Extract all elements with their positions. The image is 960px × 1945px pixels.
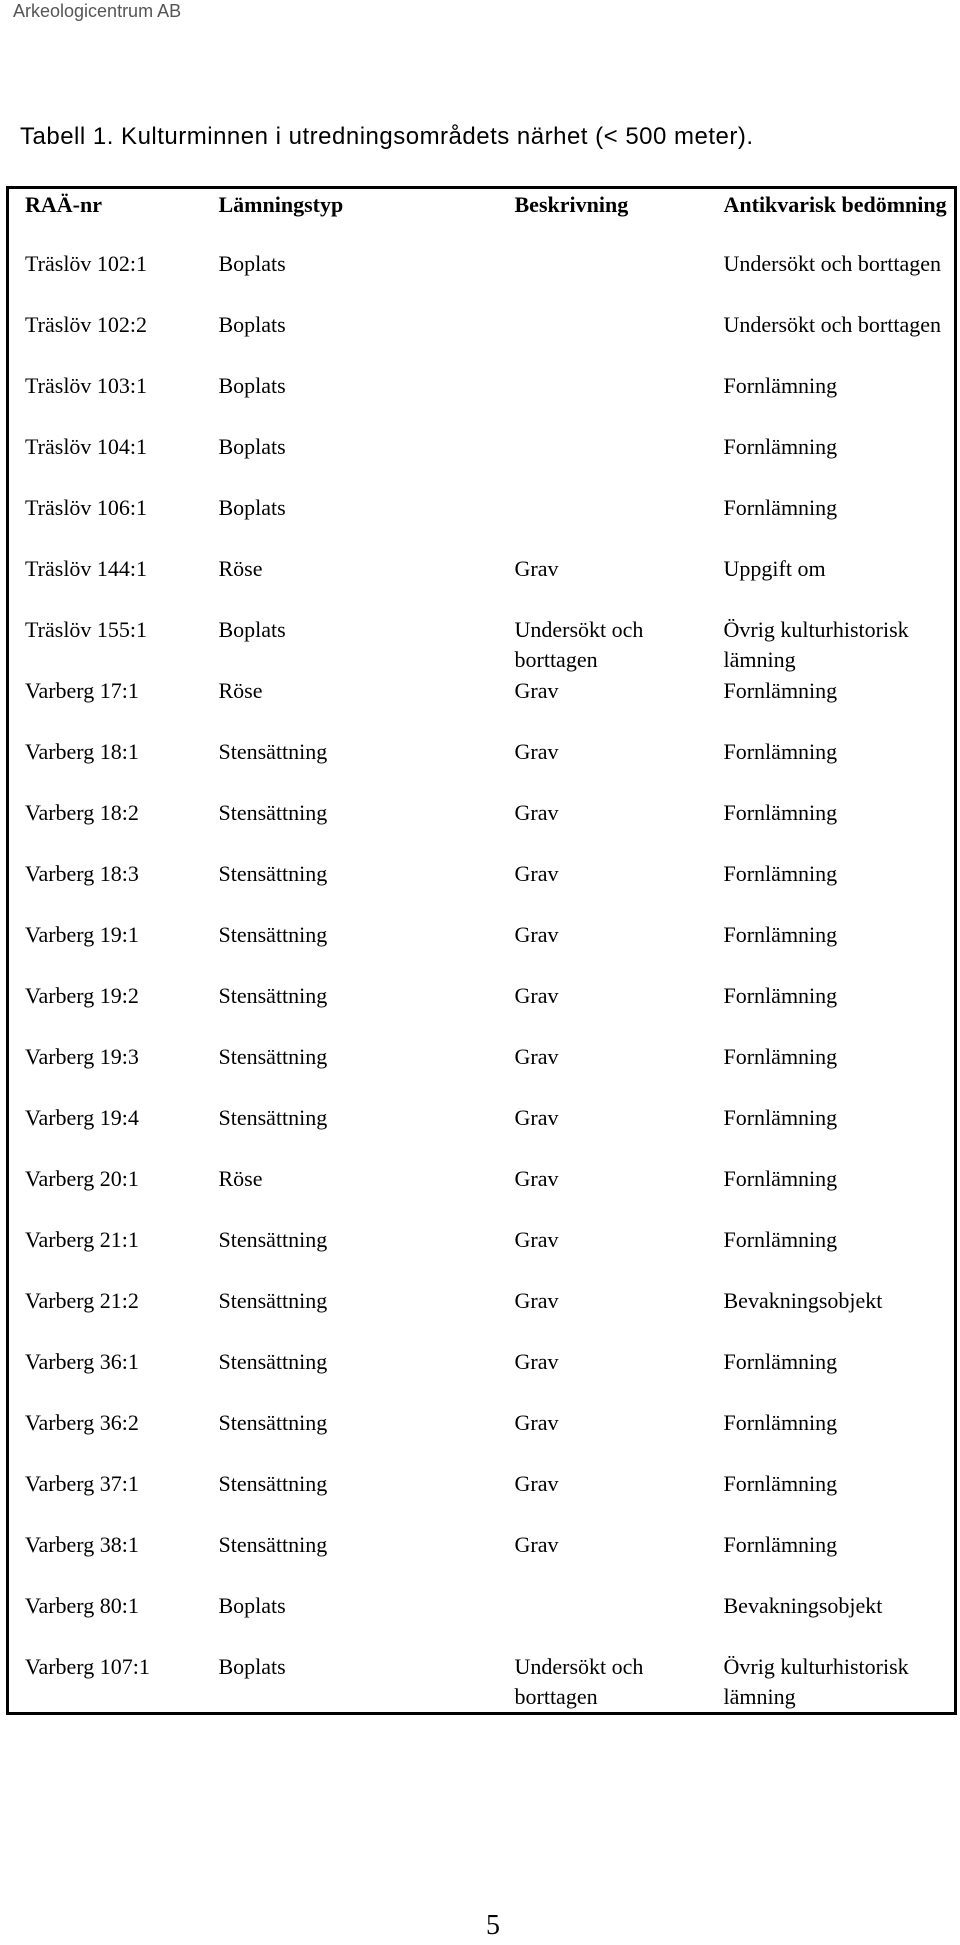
column-header-beskrivning: Beskrivning bbox=[514, 192, 629, 217]
table-row bbox=[8, 1285, 956, 1346]
cell-lamningstyp: Stensättning bbox=[218, 799, 328, 825]
cell-raa-nr: Varberg 20:1 bbox=[25, 1165, 139, 1191]
cell-lamningstyp: Stensättning bbox=[218, 1104, 328, 1130]
cell-raa-nr: Varberg 19:1 bbox=[25, 921, 139, 947]
cell-antikvarisk-bedomning: Fornlämning bbox=[723, 921, 838, 947]
cell-beskrivning bbox=[515, 309, 724, 370]
table-row bbox=[8, 431, 956, 492]
cell-raa-nr: Varberg 17:1 bbox=[25, 677, 139, 703]
table-row bbox=[8, 1529, 956, 1590]
table-row bbox=[8, 858, 956, 919]
cell-raa-nr: Träslöv 155:1 bbox=[25, 616, 148, 642]
cell-raa-nr: Varberg 18:2 bbox=[25, 799, 139, 825]
column-header-raa-nr: RAÄ-nr bbox=[25, 192, 102, 217]
cell-raa-nr: Varberg 18:3 bbox=[25, 860, 139, 886]
table-row bbox=[8, 736, 956, 797]
page-number: 5 bbox=[486, 1910, 500, 1941]
cell-raa-nr: Varberg 19:4 bbox=[25, 1104, 139, 1130]
cell-antikvarisk-bedomning: Bevakningsobjekt bbox=[723, 1287, 883, 1313]
cell-beskrivning bbox=[515, 248, 724, 309]
table-row bbox=[8, 919, 956, 980]
cell-beskrivning: Grav bbox=[514, 1531, 559, 1557]
cell-raa-nr: Varberg 37:1 bbox=[25, 1470, 139, 1496]
cell-antikvarisk-bedomning: Fornlämning bbox=[723, 1226, 838, 1252]
cell-beskrivning bbox=[515, 431, 724, 492]
cell-beskrivning: Grav bbox=[514, 1470, 559, 1496]
cell-lamningstyp: Stensättning bbox=[218, 1287, 328, 1313]
cell-beskrivning: Grav bbox=[514, 1226, 559, 1252]
cell-lamningstyp: Stensättning bbox=[218, 860, 328, 886]
cell-antikvarisk-bedomning: Fornlämning bbox=[723, 1409, 838, 1435]
table-row bbox=[8, 1346, 956, 1407]
column-header-lamningstyp: Lämningstyp bbox=[218, 192, 344, 217]
cell-raa-nr: Träslöv 104:1 bbox=[25, 433, 148, 459]
table-row bbox=[8, 1041, 956, 1102]
cell-lamningstyp: Boplats bbox=[218, 250, 286, 276]
cell-antikvarisk-bedomning: Övrig kulturhistorisk lämning bbox=[723, 1653, 909, 1709]
cell-beskrivning: Grav bbox=[514, 982, 559, 1008]
table-row bbox=[8, 675, 956, 736]
cell-antikvarisk-bedomning: Övrig kulturhistorisk lämning bbox=[723, 616, 909, 672]
cell-raa-nr: Träslöv 102:2 bbox=[25, 311, 148, 337]
cell-antikvarisk-bedomning: Fornlämning bbox=[723, 1165, 838, 1191]
table-row bbox=[8, 248, 956, 309]
cell-lamningstyp: Boplats bbox=[218, 433, 286, 459]
cell-raa-nr: Träslöv 106:1 bbox=[25, 494, 148, 520]
cell-beskrivning: Grav bbox=[514, 799, 559, 825]
cell-lamningstyp: Stensättning bbox=[218, 1409, 328, 1435]
table-row bbox=[8, 1651, 956, 1714]
cell-lamningstyp: Boplats bbox=[218, 1653, 286, 1679]
cell-lamningstyp: Röse bbox=[218, 555, 263, 581]
cell-antikvarisk-bedomning: Uppgift om bbox=[723, 555, 826, 581]
cell-raa-nr: Varberg 21:1 bbox=[25, 1226, 139, 1252]
cell-raa-nr: Träslöv 144:1 bbox=[25, 555, 148, 581]
cell-raa-nr: Varberg 21:2 bbox=[25, 1287, 139, 1313]
document-header: Arkeologicentrum AB bbox=[13, 1, 182, 21]
cell-beskrivning: Undersökt och borttagen bbox=[514, 616, 644, 672]
cell-raa-nr: Varberg 36:2 bbox=[25, 1409, 139, 1435]
cell-beskrivning: Grav bbox=[514, 1104, 559, 1130]
cell-antikvarisk-bedomning: Fornlämning bbox=[723, 677, 838, 703]
cell-raa-nr: Varberg 36:1 bbox=[25, 1348, 139, 1374]
cell-antikvarisk-bedomning: Fornlämning bbox=[723, 1043, 838, 1069]
cell-lamningstyp: Boplats bbox=[218, 372, 286, 398]
cell-antikvarisk-bedomning: Fornlämning bbox=[723, 1104, 838, 1130]
cell-beskrivning: Grav bbox=[514, 555, 559, 581]
cell-lamningstyp: Stensättning bbox=[218, 982, 328, 1008]
cell-raa-nr: Varberg 19:2 bbox=[25, 982, 139, 1008]
table-body bbox=[8, 248, 956, 1714]
cell-beskrivning: Grav bbox=[514, 677, 559, 703]
cell-raa-nr: Varberg 107:1 bbox=[25, 1653, 150, 1679]
table-row bbox=[8, 1224, 956, 1285]
cell-lamningstyp: Stensättning bbox=[218, 1470, 328, 1496]
cell-raa-nr: Varberg 38:1 bbox=[25, 1531, 139, 1557]
cell-beskrivning: Grav bbox=[514, 1287, 559, 1313]
cell-beskrivning bbox=[515, 370, 724, 431]
cell-antikvarisk-bedomning: Fornlämning bbox=[723, 372, 838, 398]
cell-antikvarisk-bedomning: Undersökt och borttagen bbox=[723, 250, 941, 276]
monuments-table bbox=[6, 186, 957, 1715]
cell-antikvarisk-bedomning: Fornlämning bbox=[723, 1470, 838, 1496]
cell-beskrivning: Undersökt och borttagen bbox=[514, 1653, 644, 1709]
cell-antikvarisk-bedomning: Fornlämning bbox=[723, 982, 838, 1008]
table-row bbox=[8, 980, 956, 1041]
cell-raa-nr: Varberg 19:3 bbox=[25, 1043, 139, 1069]
cell-beskrivning: Grav bbox=[514, 1409, 559, 1435]
table-row bbox=[8, 309, 956, 370]
table-row bbox=[8, 1102, 956, 1163]
cell-lamningstyp: Röse bbox=[218, 677, 263, 703]
table-row bbox=[8, 1468, 956, 1529]
cell-beskrivning bbox=[515, 492, 724, 553]
table-row bbox=[8, 1590, 956, 1651]
cell-antikvarisk-bedomning: Bevakningsobjekt bbox=[723, 1592, 883, 1618]
cell-raa-nr: Varberg 80:1 bbox=[25, 1592, 139, 1618]
cell-antikvarisk-bedomning: Fornlämning bbox=[723, 494, 838, 520]
cell-lamningstyp: Stensättning bbox=[218, 738, 328, 764]
cell-beskrivning: Grav bbox=[514, 1165, 559, 1191]
table-row bbox=[8, 370, 956, 431]
cell-antikvarisk-bedomning: Undersökt och borttagen bbox=[723, 311, 941, 337]
cell-antikvarisk-bedomning: Fornlämning bbox=[723, 1531, 838, 1557]
table-row bbox=[8, 553, 956, 614]
cell-beskrivning: Grav bbox=[514, 860, 559, 886]
cell-lamningstyp: Stensättning bbox=[218, 1348, 328, 1374]
cell-lamningstyp: Boplats bbox=[218, 616, 286, 642]
cell-lamningstyp: Stensättning bbox=[218, 1043, 328, 1069]
cell-lamningstyp: Stensättning bbox=[218, 1531, 328, 1557]
cell-beskrivning: Grav bbox=[514, 738, 559, 764]
column-header-antikvarisk-bedomning: Antikvarisk bedömning bbox=[723, 192, 947, 217]
cell-beskrivning: Grav bbox=[514, 1348, 559, 1374]
cell-lamningstyp: Röse bbox=[218, 1165, 263, 1191]
cell-lamningstyp: Stensättning bbox=[218, 1226, 328, 1252]
table-row bbox=[8, 797, 956, 858]
table-row bbox=[8, 492, 956, 553]
table-header-row bbox=[8, 188, 956, 248]
cell-beskrivning: Grav bbox=[514, 921, 559, 947]
table-row bbox=[8, 614, 956, 675]
cell-raa-nr: Varberg 18:1 bbox=[25, 738, 139, 764]
cell-antikvarisk-bedomning: Fornlämning bbox=[723, 1348, 838, 1374]
cell-lamningstyp: Boplats bbox=[218, 1592, 286, 1618]
table-row bbox=[8, 1163, 956, 1224]
cell-lamningstyp: Stensättning bbox=[218, 921, 328, 947]
cell-antikvarisk-bedomning: Fornlämning bbox=[723, 799, 838, 825]
cell-raa-nr: Träslöv 102:1 bbox=[25, 250, 148, 276]
cell-lamningstyp: Boplats bbox=[218, 311, 286, 337]
cell-antikvarisk-bedomning: Fornlämning bbox=[723, 860, 838, 886]
cell-antikvarisk-bedomning: Fornlämning bbox=[723, 738, 838, 764]
table-row bbox=[8, 1407, 956, 1468]
cell-beskrivning: Grav bbox=[514, 1043, 559, 1069]
cell-raa-nr: Träslöv 103:1 bbox=[25, 372, 148, 398]
cell-antikvarisk-bedomning: Fornlämning bbox=[723, 433, 838, 459]
table-caption: Tabell 1. Kulturminnen i utredningsområdets närhet (< 500 meter). bbox=[20, 123, 754, 150]
cell-beskrivning bbox=[515, 1590, 724, 1651]
cell-lamningstyp: Boplats bbox=[218, 494, 286, 520]
